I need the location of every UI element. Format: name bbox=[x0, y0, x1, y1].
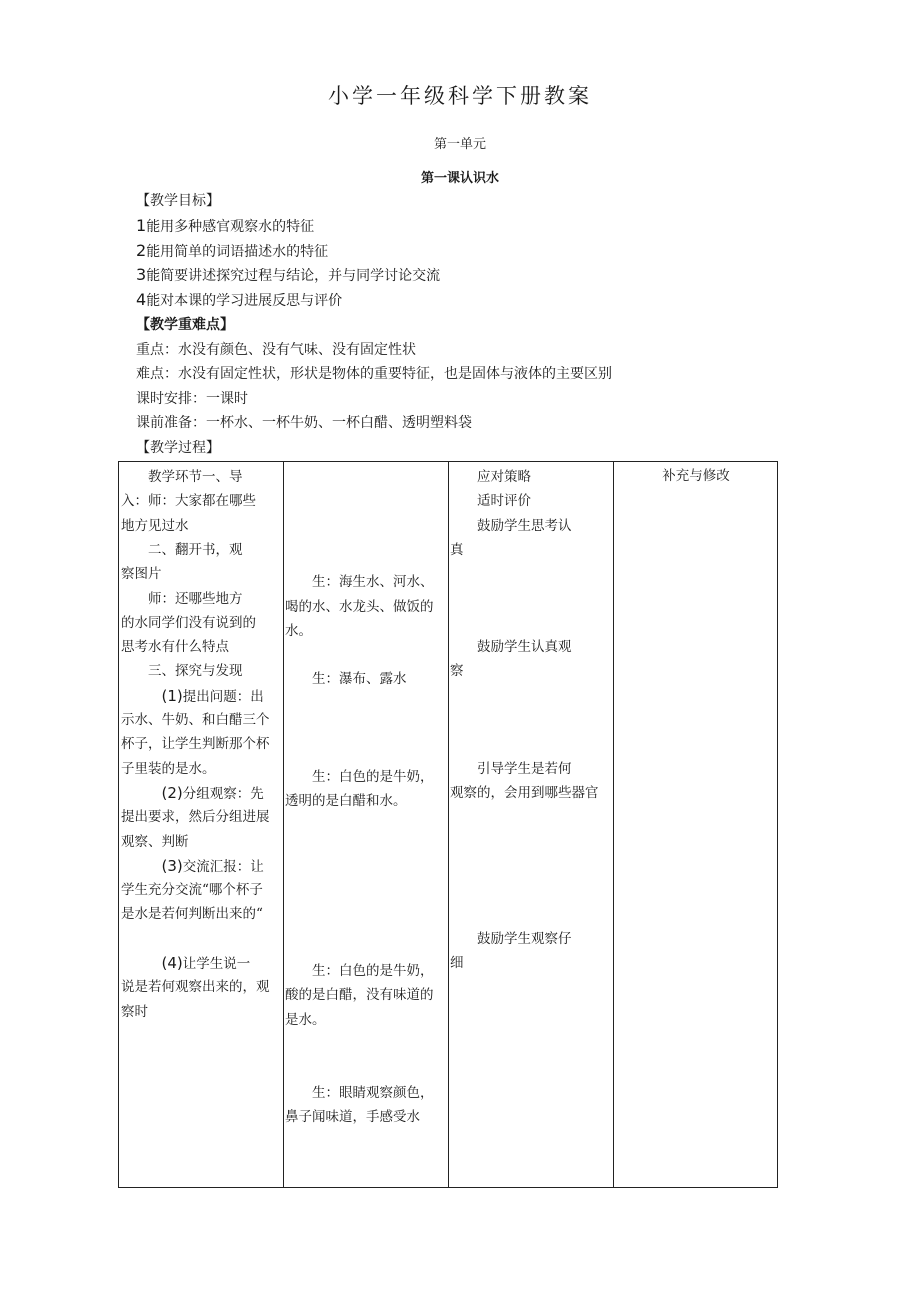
teaching-step-line: 师：还哪些地方 bbox=[121, 590, 243, 607]
teaching-step-line: (4)让学生说一 bbox=[161, 954, 251, 972]
teaching-step-line: 入：师：大家都在哪些 bbox=[121, 493, 256, 510]
student-response-line: 酸的是白醋，没有味道的 bbox=[285, 987, 434, 1004]
preparation: 课前准备：一杯水、一杯牛奶、一杯白醋、透明塑料袋 bbox=[136, 415, 472, 431]
teaching-step-line: 二、翻开书，观 bbox=[121, 541, 243, 558]
strategy-line: 细 bbox=[450, 955, 464, 971]
teaching-step-line: 是水是若何判断出来的“ bbox=[121, 906, 263, 923]
student-response-line: 透明的是白醋和水。 bbox=[285, 792, 407, 809]
keypoints-heading: 【教学重难点】 bbox=[136, 317, 234, 333]
process-heading: 【教学过程】 bbox=[136, 440, 220, 456]
teaching-step-line: 地方见过水 bbox=[121, 517, 189, 534]
strategy-line: 鼓励学生思考认 bbox=[450, 517, 572, 534]
column-divider bbox=[283, 462, 284, 1187]
student-response-line: 是水。 bbox=[285, 1011, 326, 1028]
column-divider bbox=[448, 462, 449, 1187]
objectives-heading: 【教学目标】 bbox=[136, 193, 220, 209]
teaching-step-line: 子里装的是水。 bbox=[121, 760, 216, 777]
student-response-line: 喝的水、水龙头、做饭的 bbox=[285, 598, 434, 615]
strategy-line: 应对策略 bbox=[450, 469, 531, 485]
teaching-step-line: 思考水有什么特点 bbox=[121, 639, 229, 656]
objective-item: 4能对本课的学习进展反思与评价 bbox=[136, 290, 343, 309]
strategy-line: 鼓励学生认真观 bbox=[450, 639, 572, 656]
strategy-line: 观察的，会用到哪些器官 bbox=[450, 784, 599, 801]
unit-heading: 第一单元 bbox=[433, 137, 486, 152]
teaching-step-line: 学生充分交流“哪个杯子 bbox=[121, 882, 263, 899]
teaching-step-line: (1)提出问题：出 bbox=[161, 686, 264, 705]
student-response-line: 鼻子闻味道，手感受水 bbox=[285, 1108, 420, 1125]
schedule: 课时安排：一课时 bbox=[136, 391, 248, 407]
teaching-step-line: 教学环节一、导 bbox=[121, 469, 243, 485]
student-response-line: 生：瀑布、露水 bbox=[285, 671, 407, 688]
teaching-step-line: 察图片 bbox=[121, 566, 162, 583]
teaching-step-line: (2)分组观察：先 bbox=[161, 783, 264, 802]
student-response-line: 生：眼睛观察颜色， bbox=[285, 1084, 434, 1101]
strategy-line: 鼓励学生观察仔 bbox=[450, 930, 572, 947]
objective-item: 1能用多种感官观察水的特征 bbox=[136, 216, 315, 235]
process-table bbox=[118, 461, 778, 1188]
doc-title: 小学一年级科学下册教案 bbox=[328, 84, 592, 108]
teaching-step-line: 示水、牛奶、和白醋三个 bbox=[121, 712, 270, 728]
strategy-line: 适时评价 bbox=[450, 493, 531, 510]
student-response-line: 生：白色的是牛奶， bbox=[285, 963, 434, 979]
column-divider bbox=[613, 462, 614, 1187]
teaching-step-line: 三、探究与发现 bbox=[121, 663, 243, 680]
col4-header: 补充与修改 bbox=[662, 468, 730, 484]
strategy-line: 引导学生是若何 bbox=[450, 760, 572, 777]
strategy-line: 真 bbox=[450, 541, 464, 558]
student-response-line: 生：海生水、河水、 bbox=[285, 574, 434, 591]
objective-item: 2能用简单的词语描述水的特征 bbox=[136, 241, 329, 260]
student-response-line: 水。 bbox=[285, 622, 312, 639]
difficult-point: 难点：水没有固定性状，形状是物体的重要特征，也是固体与液体的主要区别 bbox=[136, 366, 612, 382]
teaching-step-line: 察时 bbox=[121, 1003, 148, 1020]
key-point: 重点：水没有颜色、没有气味、没有固定性状 bbox=[136, 342, 416, 358]
teaching-step-line: 提出要求，然后分组进展 bbox=[121, 809, 270, 826]
objective-item: 3能简要讲述探究过程与结论，并与同学讨论交流 bbox=[136, 265, 441, 284]
strategy-line: 察 bbox=[450, 663, 464, 680]
teaching-step-line: (3)交流汇报：让 bbox=[161, 856, 264, 875]
lesson-heading: 第一课认识水 bbox=[420, 171, 499, 186]
teaching-step-line: 的水同学们没有说到的 bbox=[121, 614, 256, 631]
teaching-step-line: 杯子，让学生判断那个杯 bbox=[121, 736, 270, 753]
teaching-step-line: 观察、判断 bbox=[121, 833, 189, 850]
student-response-line: 生：白色的是牛奶， bbox=[285, 768, 434, 785]
teaching-step-line: 说是若何观察出来的，观 bbox=[121, 979, 270, 996]
